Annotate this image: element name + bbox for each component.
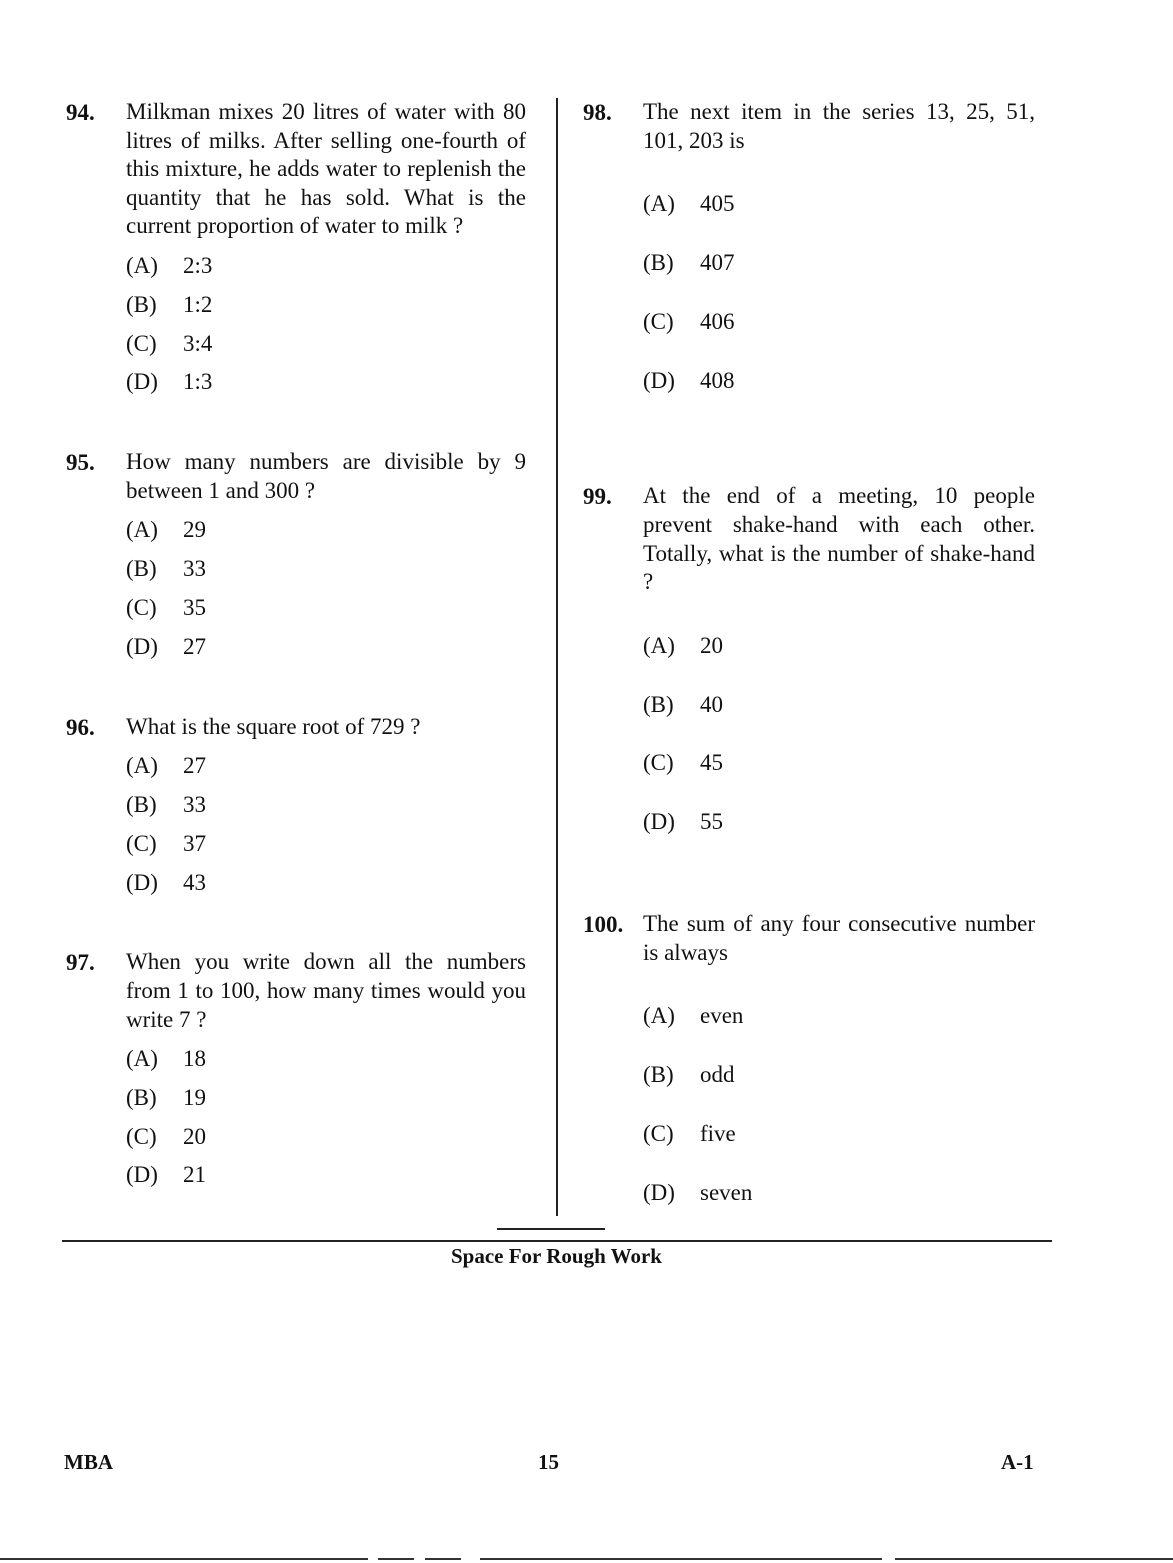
footer-page-number: 15	[538, 1450, 559, 1474]
option-label: (B)	[126, 556, 157, 582]
option-label: (D)	[126, 869, 158, 895]
bottom-rule-segment	[378, 1558, 414, 1560]
option-value: 406	[700, 308, 735, 334]
option-b	[126, 286, 526, 325]
option-d	[126, 363, 526, 402]
option-label: (D)	[643, 367, 675, 393]
question-number: 96.	[66, 714, 95, 740]
option-value: 21	[183, 1162, 206, 1188]
option-value: 55	[700, 809, 723, 835]
option-value: 40	[700, 691, 723, 717]
question-text: How many numbers are divisible by 9 between 1 and 300 ?	[126, 449, 526, 503]
option-a	[643, 175, 1035, 234]
option-value: 18	[183, 1046, 206, 1072]
option-value: 405	[700, 191, 735, 217]
option-a	[126, 747, 526, 786]
option-value: 407	[700, 249, 735, 275]
option-d	[126, 864, 526, 903]
bottom-rule-segment	[895, 1558, 1173, 1560]
rough-work-heading: Space For Rough Work	[450, 1244, 662, 1268]
option-a	[126, 1040, 526, 1079]
option-value: 33	[183, 556, 206, 582]
options-list	[643, 987, 1035, 1222]
question-number: 97.	[66, 950, 95, 976]
option-value: five	[700, 1120, 736, 1146]
option-label: (B)	[126, 791, 157, 817]
question-text: The sum of any four consecutive number is always	[643, 910, 1035, 965]
option-b	[643, 1046, 1035, 1105]
question-text: When you write down all the numbers from 1 to 100, how many times would you write 7 ?	[126, 949, 526, 1032]
option-label: (C)	[126, 830, 157, 856]
option-value: 35	[183, 594, 206, 620]
option-label: (B)	[643, 1061, 674, 1087]
left-column	[66, 98, 526, 1195]
option-d	[126, 628, 526, 667]
option-b	[126, 786, 526, 825]
options-list	[643, 175, 1035, 410]
option-value: 33	[183, 791, 206, 817]
option-b	[126, 550, 526, 589]
option-label: (A)	[643, 632, 675, 658]
question-100	[583, 910, 1035, 1222]
question-96	[66, 713, 526, 903]
question-text: Milkman mixes 20 litres of water with 80 litres of milks. After selling one-fourth of this mixture, he adds water to replenish the quantity that he has sold. What is the current proportion of water to milk ?	[126, 99, 526, 239]
bottom-rule-segment	[425, 1558, 461, 1560]
options-list	[126, 747, 526, 902]
short-rule	[497, 1228, 605, 1230]
question-number: 98.	[583, 100, 612, 125]
option-value: 43	[183, 869, 206, 895]
option-d	[126, 1156, 526, 1195]
option-value: 408	[700, 367, 735, 393]
option-value: 37	[183, 830, 206, 856]
option-value: 27	[183, 633, 206, 659]
column-divider	[556, 98, 558, 1216]
option-label: (B)	[643, 691, 674, 717]
option-c	[643, 734, 1035, 793]
option-label: (A)	[643, 1003, 675, 1029]
option-a	[126, 247, 526, 286]
option-value: 1:2	[183, 291, 213, 317]
question-text: The next item in the series 13, 25, 51, 101, 203 is	[643, 99, 1035, 153]
question-97	[66, 948, 526, 1195]
option-label: (C)	[126, 330, 157, 356]
option-label: (C)	[643, 1120, 674, 1146]
rough-work-rule	[62, 1240, 1052, 1242]
question-99	[583, 482, 1035, 852]
question-text: What is the square root of 729 ?	[126, 713, 421, 739]
option-c	[126, 589, 526, 628]
question-number: 100.	[583, 911, 624, 937]
option-label: (D)	[126, 1162, 158, 1188]
question-95	[66, 448, 526, 666]
footer-subject: MBA	[64, 1450, 113, 1474]
option-label: (C)	[643, 308, 674, 334]
option-d	[643, 352, 1035, 411]
option-value: 1:3	[183, 369, 213, 395]
question-number: 94.	[66, 100, 95, 125]
option-value: 45	[700, 750, 723, 776]
right-column	[583, 98, 1035, 1222]
option-label: (C)	[126, 594, 157, 620]
bottom-rule-segment	[0, 1558, 368, 1560]
option-c	[126, 825, 526, 864]
option-label: (D)	[643, 809, 675, 835]
option-d	[643, 793, 1035, 852]
option-label: (C)	[126, 1123, 157, 1149]
option-label: (A)	[643, 191, 675, 217]
option-label: (B)	[126, 291, 157, 317]
option-a	[126, 511, 526, 550]
option-b	[126, 1079, 526, 1118]
option-value: 27	[183, 753, 206, 779]
option-b	[643, 676, 1035, 735]
question-98	[583, 98, 1035, 410]
option-c	[643, 1105, 1035, 1164]
option-label: (D)	[126, 633, 158, 659]
option-label: (A)	[126, 753, 158, 779]
options-list	[126, 511, 526, 666]
question-number: 95.	[66, 450, 95, 476]
question-text: At the end of a meeting, 10 people prevent shake-hand with each other. Totally, what is the number of shake-hand ?	[643, 483, 1035, 595]
option-value: 20	[700, 632, 723, 658]
option-label: (A)	[126, 517, 158, 543]
option-value: odd	[700, 1061, 735, 1087]
footer-series: A-1	[1001, 1450, 1034, 1474]
option-value: 20	[183, 1123, 206, 1149]
option-value: seven	[700, 1179, 753, 1205]
option-d	[643, 1164, 1035, 1223]
option-a	[643, 987, 1035, 1046]
option-label: (D)	[643, 1179, 675, 1205]
bottom-rule-segment	[480, 1558, 882, 1560]
option-value: 3:4	[183, 330, 213, 356]
option-label: (D)	[126, 369, 158, 395]
option-value: even	[700, 1003, 744, 1029]
question-94	[66, 98, 526, 402]
option-label: (B)	[126, 1084, 157, 1110]
question-number: 99.	[583, 484, 612, 510]
option-c	[643, 293, 1035, 352]
options-list	[126, 247, 526, 402]
option-b	[643, 234, 1035, 293]
option-value: 19	[183, 1084, 206, 1110]
option-label: (C)	[643, 750, 674, 776]
option-label: (A)	[126, 252, 158, 278]
option-label: (A)	[126, 1046, 158, 1072]
option-value: 29	[183, 517, 206, 543]
options-list	[643, 617, 1035, 852]
option-a	[643, 617, 1035, 676]
option-label: (B)	[643, 249, 674, 275]
option-value: 2:3	[183, 252, 213, 278]
option-c	[126, 1118, 526, 1157]
option-c	[126, 325, 526, 364]
options-list	[126, 1040, 526, 1195]
